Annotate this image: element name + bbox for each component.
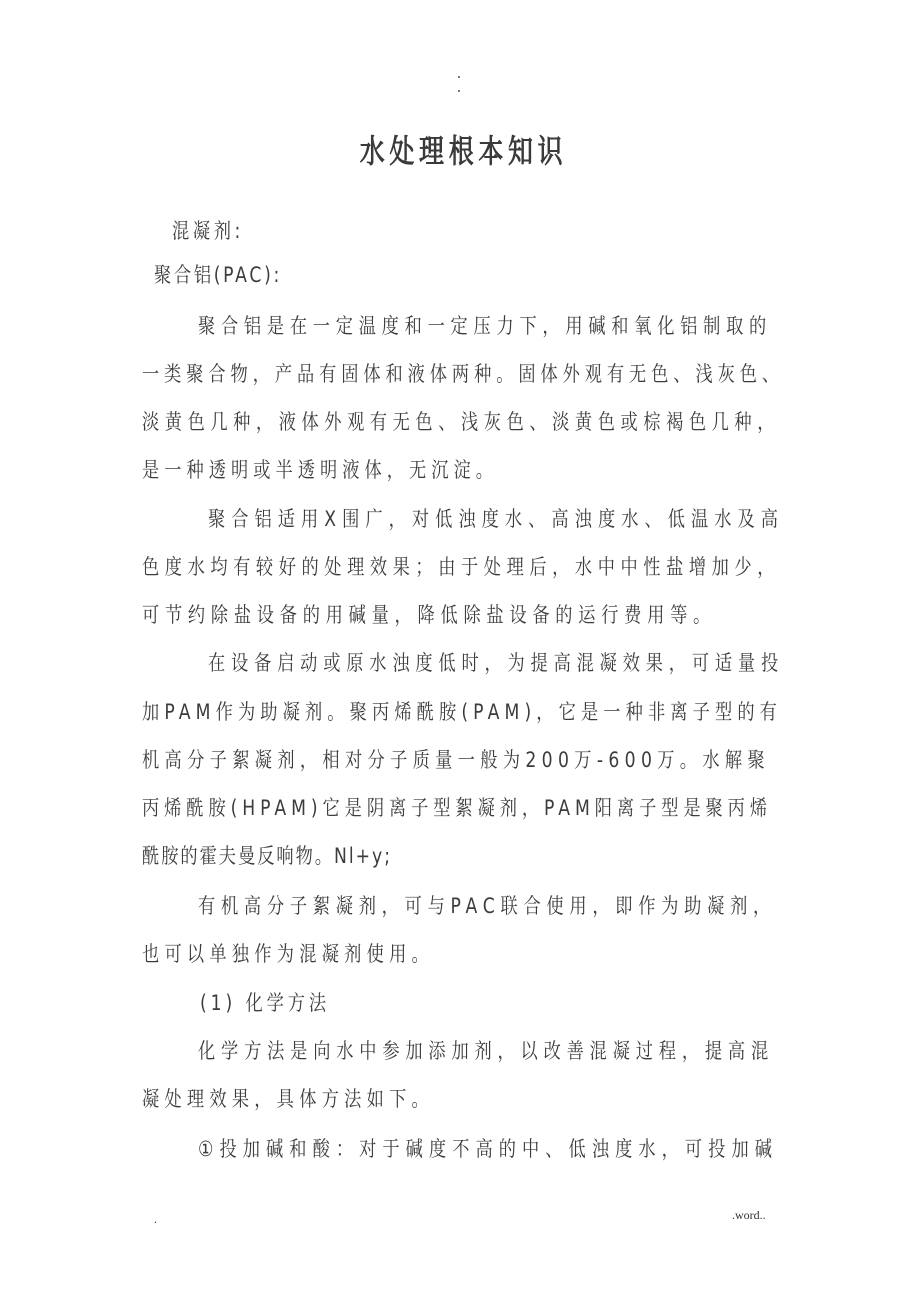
header-dot-top [458, 76, 460, 78]
body-text-line: 丙烯酰胺(HPAM)它是阴离子型絮凝剂，PAM阳离子型是聚丙烯 [142, 796, 772, 820]
body-text-line: 是一种透明或半透明液体，无沉淀。 [142, 458, 499, 482]
body-text-line: 淡黄色几种，液体外观有无色、浅灰色、淡黄色或棕褐色几种， [142, 410, 780, 434]
footer-right-mark: .word.. [732, 1208, 766, 1222]
body-text-line: 有机高分子絮凝剂，可与PAC联合使用，即作为助凝剂， [198, 894, 776, 918]
body-text-line: 酰胺的霍夫曼反响物。Nl+y; [142, 844, 392, 868]
body-text-line: ①投加碱和酸：对于碱度不高的中、低浊度水，可投加碱 [198, 1137, 779, 1161]
body-text-line: 凝处理效果，具体方法如下。 [142, 1087, 435, 1111]
body-text-line: 色度水均有较好的处理效果；由于处理后，水中中性盐增加少， [142, 555, 780, 579]
body-text-line: 聚合铝是在一定温度和一定压力下，用碱和氧化铝制取的 [198, 314, 772, 338]
body-text-line: 加PAM作为助凝剂。聚丙烯酰胺(PAM)，它是一种非离子型的有 [142, 700, 782, 724]
header-dot-bottom [458, 90, 460, 92]
body-text-line: 也可以单独作为混凝剂使用。 [142, 942, 435, 966]
body-text-line: 聚合铝适用X围广，对低浊度水、高浊度水、低温水及高 [208, 507, 784, 531]
document-title: 水处理根本知识 [359, 132, 568, 170]
body-text-line: 混凝剂: [172, 219, 245, 243]
body-text-line: 化学方法是向水中参加添加剂，以改善混凝过程，提高混 [198, 1039, 774, 1063]
body-text-line: 聚合铝(PAC): [154, 263, 282, 287]
body-text-line: 机高分子絮凝剂，相对分子质量一般为200万-600万。水解聚 [142, 748, 771, 772]
body-text-line: 可节约除盐设备的用碱量，降低除盐设备的运行费用等。 [142, 603, 716, 627]
body-text-line: 在设备启动或原水浊度低时，为提高混凝效果，可适量投 [208, 651, 784, 675]
body-text-line: 一类聚合物，产品有固体和液体两种。固体外观有无色、浅灰色、 [142, 362, 785, 386]
footer-left-mark: . [154, 1212, 157, 1226]
body-text-line: (1) 化学方法 [200, 991, 331, 1015]
